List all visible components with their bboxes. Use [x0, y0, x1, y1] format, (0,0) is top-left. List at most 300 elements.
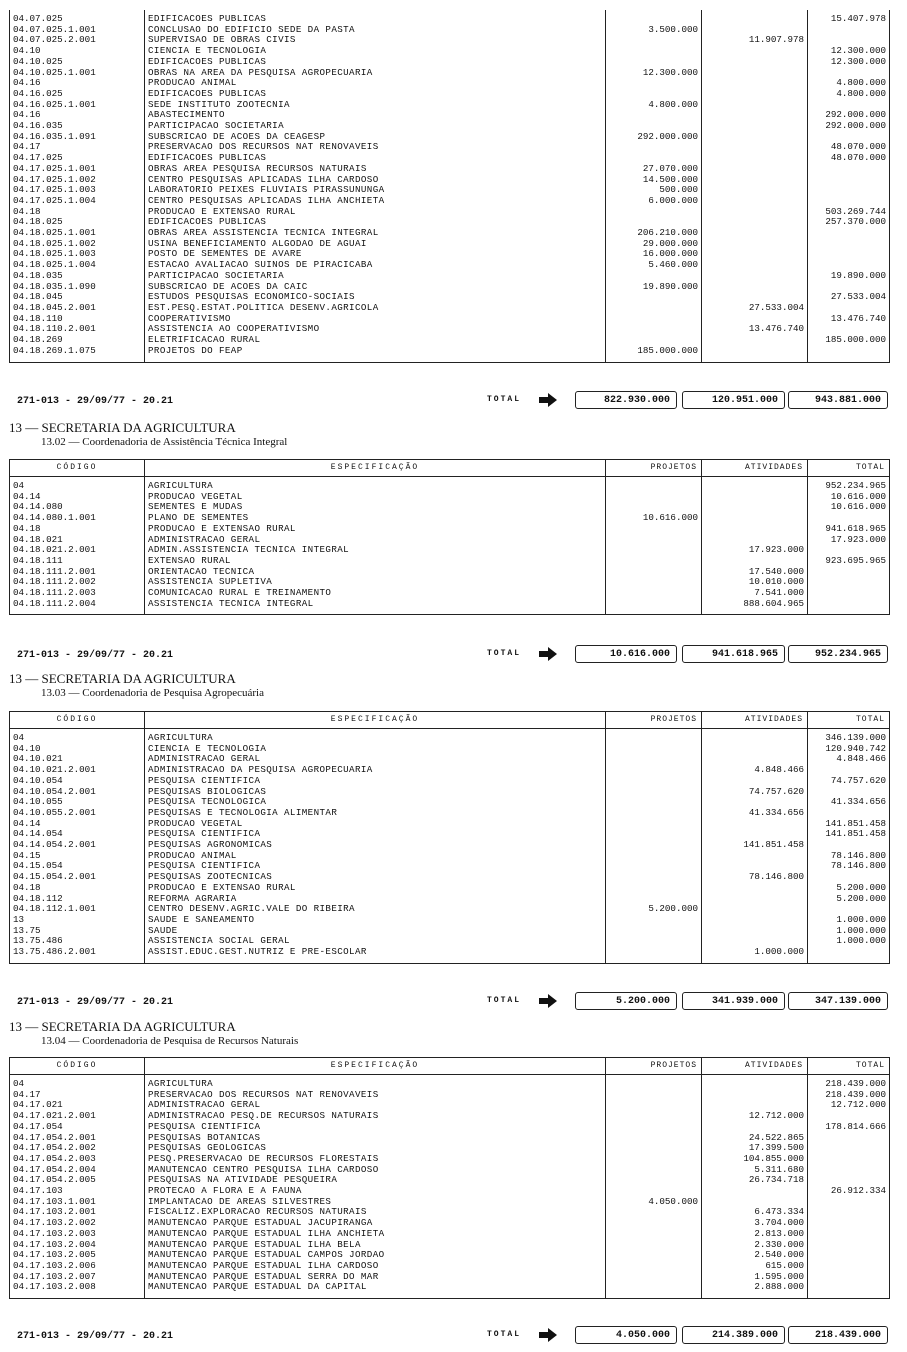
table-header-row	[10, 460, 890, 477]
cell-projetos	[606, 1207, 702, 1218]
cell-especificacao: LABORATORIO PEIXES FLUVIAIS PIRASSUNUNGA	[145, 185, 606, 196]
cell-codigo: 04.17.103.2.002	[10, 1218, 145, 1229]
cell-total	[808, 808, 890, 819]
cell-atividades	[702, 271, 808, 282]
table-row	[10, 1175, 890, 1186]
table-row	[10, 947, 890, 963]
cell-codigo: 13.75.486	[10, 936, 145, 947]
cell-codigo: 13	[10, 915, 145, 926]
cell-total: 4.800.000	[808, 78, 890, 89]
cell-total: 41.334.656	[808, 797, 890, 808]
cell-total	[808, 513, 890, 524]
section-subtitle: 13.03 — Coordenadoria de Pesquisa Agropecuária	[41, 687, 264, 699]
cell-total	[808, 1143, 890, 1154]
cell-codigo: 04.15.054.2.001	[10, 872, 145, 883]
cell-atividades	[702, 894, 808, 905]
cell-codigo: 04.17.025.1.003	[10, 185, 145, 196]
cell-especificacao: MANUTENCAO PARQUE ESTADUAL CAMPOS JORDAO	[145, 1250, 606, 1261]
cell-total	[808, 1175, 890, 1186]
cell-projetos	[606, 1100, 702, 1111]
cell-total: 141.851.458	[808, 829, 890, 840]
table-header-row	[10, 1058, 890, 1075]
section-subtitle: 13.02 — Coordenadoria de Assistência Técnica Integral	[41, 436, 288, 448]
cell-atividades	[702, 249, 808, 260]
total-atividades-box: 341.939.000	[682, 992, 785, 1010]
cell-total: 1.000.000	[808, 926, 890, 937]
col-header-total: TOTAL	[808, 460, 890, 477]
table-row	[10, 1122, 890, 1133]
cell-atividades	[702, 217, 808, 228]
cell-especificacao: ASSISTENCIA AO COOPERATIVISMO	[145, 324, 606, 335]
cell-projetos	[606, 303, 702, 314]
table-row	[10, 292, 890, 303]
cell-total	[808, 1272, 890, 1283]
cell-atividades: 888.604.965	[702, 599, 808, 615]
cell-especificacao: PRODUCAO ANIMAL	[145, 851, 606, 862]
table-row	[10, 25, 890, 36]
cell-especificacao: SUPERVISAO DE OBRAS CIVIS	[145, 35, 606, 46]
cell-atividades: 2.540.000	[702, 1250, 808, 1261]
col-header-projetos: PROJETOS	[606, 460, 702, 477]
cell-codigo: 04.10	[10, 46, 145, 57]
table-row	[10, 164, 890, 175]
cell-atividades: 17.540.000	[702, 567, 808, 578]
cell-codigo: 04.17.103.2.008	[10, 1282, 145, 1298]
cell-codigo: 04.10	[10, 744, 145, 755]
table-row	[10, 787, 890, 798]
cell-total: 218.439.000	[808, 1075, 890, 1090]
table-row	[10, 1133, 890, 1144]
cell-codigo: 13.75	[10, 926, 145, 937]
cell-codigo: 04.17.103.1.001	[10, 1197, 145, 1208]
cell-total	[808, 1207, 890, 1218]
cell-projetos	[606, 1261, 702, 1272]
cell-total	[808, 196, 890, 207]
cell-total	[808, 840, 890, 851]
cell-projetos	[606, 1186, 702, 1197]
cell-projetos	[606, 142, 702, 153]
cell-especificacao: ESTACAO AVALIACAO SUINOS DE PIRACICABA	[145, 260, 606, 271]
cell-atividades	[702, 502, 808, 513]
cell-atividades	[702, 797, 808, 808]
cell-especificacao: PESQUISA CIENTIFICA	[145, 829, 606, 840]
cell-codigo: 04.18.111.2.003	[10, 588, 145, 599]
table-row	[10, 567, 890, 578]
cell-atividades: 27.533.004	[702, 303, 808, 314]
budget-table-s3	[9, 711, 889, 964]
section-title: 13 — SECRETARIA DA AGRICULTURA	[9, 671, 236, 686]
table-row	[10, 1250, 890, 1261]
cell-codigo: 04.17.103.2.003	[10, 1229, 145, 1240]
cell-atividades: 11.907.978	[702, 35, 808, 46]
cell-codigo: 04.16.035	[10, 121, 145, 132]
cell-codigo: 04.18.021	[10, 535, 145, 546]
col-header-projetos: PROJETOS	[606, 1058, 702, 1075]
cell-atividades	[702, 228, 808, 239]
cell-especificacao: PLANO DE SEMENTES	[145, 513, 606, 524]
cell-projetos	[606, 599, 702, 615]
cell-codigo: 04.17.054	[10, 1122, 145, 1133]
cell-projetos	[606, 776, 702, 787]
cell-atividades: 13.476.740	[702, 324, 808, 335]
cell-total	[808, 1229, 890, 1240]
cell-total	[808, 947, 890, 963]
col-header-total: TOTAL	[808, 1058, 890, 1075]
cell-codigo: 04.07.025.1.001	[10, 25, 145, 36]
cell-projetos: 3.500.000	[606, 25, 702, 36]
cell-total: 5.200.000	[808, 894, 890, 905]
cell-codigo: 04.16.025.1.001	[10, 100, 145, 111]
cell-total: 1.000.000	[808, 915, 890, 926]
cell-projetos	[606, 883, 702, 894]
cell-codigo: 04.18.112	[10, 894, 145, 905]
cell-total	[808, 175, 890, 186]
cell-especificacao: MANUTENCAO PARQUE ESTADUAL ILHA CARDOSO	[145, 1261, 606, 1272]
cell-especificacao: ABASTECIMENTO	[145, 110, 606, 121]
cell-codigo: 13.75.486.2.001	[10, 947, 145, 963]
cell-atividades	[702, 153, 808, 164]
cell-projetos	[606, 1133, 702, 1144]
cell-codigo: 04.16.025	[10, 89, 145, 100]
table-footer-s2	[9, 645, 889, 667]
cell-atividades	[702, 492, 808, 503]
cell-total: 74.757.620	[808, 776, 890, 787]
cell-atividades	[702, 535, 808, 546]
section-title: 13 — SECRETARIA DA AGRICULTURA	[9, 1019, 236, 1034]
table-footer-s3	[9, 992, 889, 1014]
budget-table	[9, 1057, 890, 1299]
table-row	[10, 894, 890, 905]
table-row	[10, 577, 890, 588]
cell-codigo: 04.18.111.2.004	[10, 599, 145, 615]
cell-total: 346.139.000	[808, 729, 890, 744]
table-row	[10, 502, 890, 513]
cell-especificacao: CIENCIA E TECNOLOGIA	[145, 46, 606, 57]
cell-atividades	[702, 68, 808, 79]
cell-especificacao: AGRICULTURA	[145, 477, 606, 492]
cell-atividades	[702, 1186, 808, 1197]
table-row	[10, 46, 890, 57]
cell-projetos	[606, 10, 702, 25]
cell-especificacao: MANUTENCAO PARQUE ESTADUAL JACUPIRANGA	[145, 1218, 606, 1229]
cell-codigo: 04.16.035.1.091	[10, 132, 145, 143]
total-projetos-box: 10.616.000	[575, 645, 677, 663]
cell-atividades: 2.813.000	[702, 1229, 808, 1240]
cell-especificacao: PROJETOS DO FEAP	[145, 346, 606, 362]
cell-codigo: 04.17.054.2.002	[10, 1143, 145, 1154]
cell-especificacao: PESQUISAS GEOLOGICAS	[145, 1143, 606, 1154]
cell-especificacao: SUBSCRICAO DE ACOES DA CAIC	[145, 282, 606, 293]
cell-total	[808, 346, 890, 362]
col-header-atividades: ATIVIDADES	[702, 712, 808, 729]
table-row	[10, 883, 890, 894]
cell-codigo: 04.17.025	[10, 153, 145, 164]
cell-atividades: 3.704.000	[702, 1218, 808, 1229]
table-row	[10, 1261, 890, 1272]
cell-especificacao: ASSISTENCIA TECNICA INTEGRAL	[145, 599, 606, 615]
cell-codigo: 04	[10, 477, 145, 492]
table-row	[10, 1240, 890, 1251]
cell-codigo: 04.10.021	[10, 754, 145, 765]
cell-projetos: 12.300.000	[606, 68, 702, 79]
cell-total: 12.300.000	[808, 57, 890, 68]
table-row	[10, 35, 890, 46]
total-projetos-box: 5.200.000	[575, 992, 677, 1010]
cell-atividades	[702, 89, 808, 100]
cell-codigo: 04.18.269	[10, 335, 145, 346]
table-row	[10, 110, 890, 121]
table-row	[10, 808, 890, 819]
cell-total	[808, 260, 890, 271]
table-row	[10, 346, 890, 362]
cell-codigo: 04.10.055	[10, 797, 145, 808]
table-row	[10, 840, 890, 851]
cell-atividades: 1.000.000	[702, 947, 808, 963]
cell-codigo: 04.10.054.2.001	[10, 787, 145, 798]
cell-especificacao: EST.PESQ.ESTAT.POLITICA DESENV.AGRICOLA	[145, 303, 606, 314]
col-header-especificacao: ESPECIFICAÇÃO	[145, 1058, 606, 1075]
cell-projetos	[606, 1075, 702, 1090]
cell-atividades: 141.851.458	[702, 840, 808, 851]
cell-projetos	[606, 840, 702, 851]
cell-especificacao: PRESERVACAO DOS RECURSOS NAT RENOVAVEIS	[145, 1090, 606, 1101]
cell-atividades	[702, 207, 808, 218]
cell-codigo: 04.10.025	[10, 57, 145, 68]
total-label: TOTAL	[487, 649, 522, 658]
cell-total	[808, 25, 890, 36]
total-atividades-box: 214.389.000	[682, 1326, 785, 1344]
cell-atividades	[702, 1122, 808, 1133]
cell-total: 78.146.800	[808, 861, 890, 872]
cell-codigo: 04.17.025.1.004	[10, 196, 145, 207]
table-row	[10, 121, 890, 132]
cell-projetos	[606, 335, 702, 346]
cell-especificacao: ADMIN.ASSISTENCIA TECNICA INTEGRAL	[145, 545, 606, 556]
cell-especificacao: OBRAS NA AREA DA PESQUISA AGROPECUARIA	[145, 68, 606, 79]
table-row	[10, 303, 890, 314]
cell-total: 292.000.000	[808, 121, 890, 132]
cell-total: 10.616.000	[808, 492, 890, 503]
cell-total	[808, 282, 890, 293]
cell-total: 218.439.000	[808, 1090, 890, 1101]
cell-especificacao: OBRAS AREA PESQUISA RECURSOS NATURAIS	[145, 164, 606, 175]
table-row	[10, 797, 890, 808]
cell-especificacao: MANUTENCAO CENTRO PESQUISA ILHA CARDOSO	[145, 1165, 606, 1176]
table-row	[10, 754, 890, 765]
cell-total	[808, 239, 890, 250]
cell-atividades	[702, 239, 808, 250]
cell-especificacao: USINA BENEFICIAMENTO ALGODAO DE AGUAI	[145, 239, 606, 250]
cell-projetos	[606, 744, 702, 755]
cell-codigo: 04.15.054	[10, 861, 145, 872]
budget-table	[9, 10, 890, 363]
cell-projetos: 4.050.000	[606, 1197, 702, 1208]
cell-atividades	[702, 142, 808, 153]
cell-codigo: 04.18.025.1.004	[10, 260, 145, 271]
cell-total	[808, 303, 890, 314]
table-row	[10, 556, 890, 567]
cell-atividades	[702, 819, 808, 830]
cell-especificacao: PRODUCAO VEGETAL	[145, 819, 606, 830]
cell-especificacao: PESQ.PRESERVACAO DE RECURSOS FLORESTAIS	[145, 1154, 606, 1165]
cell-projetos	[606, 797, 702, 808]
cell-projetos: 27.070.000	[606, 164, 702, 175]
cell-codigo: 04.10.054	[10, 776, 145, 787]
cell-total: 12.300.000	[808, 46, 890, 57]
table-row	[10, 545, 890, 556]
cell-codigo: 04.17.054.2.004	[10, 1165, 145, 1176]
cell-projetos	[606, 1250, 702, 1261]
table-row	[10, 217, 890, 228]
cell-atividades	[702, 314, 808, 325]
cell-codigo: 04.17.103.2.007	[10, 1272, 145, 1283]
cell-especificacao: SAUDE E SANEAMENTO	[145, 915, 606, 926]
cell-total	[808, 1154, 890, 1165]
cell-codigo: 04.18.025.1.002	[10, 239, 145, 250]
cell-atividades: 615.000	[702, 1261, 808, 1272]
table-row	[10, 819, 890, 830]
cell-projetos	[606, 492, 702, 503]
total-projetos-box: 822.930.000	[575, 391, 677, 409]
table-row	[10, 1197, 890, 1208]
table-row	[10, 1229, 890, 1240]
cell-atividades	[702, 1075, 808, 1090]
cell-projetos	[606, 915, 702, 926]
section-heading-s2	[9, 420, 287, 449]
cell-total	[808, 68, 890, 79]
cell-projetos: 6.000.000	[606, 196, 702, 207]
cell-projetos: 5.460.000	[606, 260, 702, 271]
cell-especificacao: PRODUCAO E EXTENSAO RURAL	[145, 207, 606, 218]
cell-especificacao: PESQUISAS NA ATIVIDADE PESQUEIRA	[145, 1175, 606, 1186]
cell-total: 48.070.000	[808, 142, 890, 153]
cell-especificacao: CIENCIA E TECNOLOGIA	[145, 744, 606, 755]
table-row	[10, 1075, 890, 1090]
cell-especificacao: CENTRO PESQUISAS APLICADAS ILHA CARDOSO	[145, 175, 606, 186]
cell-atividades: 2.888.000	[702, 1282, 808, 1298]
cell-projetos	[606, 110, 702, 121]
cell-atividades: 26.734.718	[702, 1175, 808, 1186]
cell-codigo: 04.07.025	[10, 10, 145, 25]
cell-projetos	[606, 926, 702, 937]
cell-especificacao: EDIFICACOES PUBLICAS	[145, 153, 606, 164]
cell-especificacao: PESQUISA CIENTIFICA	[145, 776, 606, 787]
table-row	[10, 729, 890, 744]
cell-atividades	[702, 513, 808, 524]
cell-total: 923.695.965	[808, 556, 890, 567]
arrow-right-icon	[537, 1326, 559, 1344]
arrow-right-icon	[537, 645, 559, 663]
cell-projetos	[606, 1122, 702, 1133]
cell-total	[808, 100, 890, 111]
cell-codigo: 04.17.054.2.001	[10, 1133, 145, 1144]
cell-total	[808, 1250, 890, 1261]
cell-atividades	[702, 175, 808, 186]
cell-projetos: 206.210.000	[606, 228, 702, 239]
table-row	[10, 185, 890, 196]
cell-codigo: 04.17.054.2.005	[10, 1175, 145, 1186]
cell-total	[808, 577, 890, 588]
cell-atividades	[702, 292, 808, 303]
cell-codigo: 04.18.025	[10, 217, 145, 228]
cell-codigo: 04.18.111.2.002	[10, 577, 145, 588]
cell-total	[808, 765, 890, 776]
cell-atividades: 10.010.000	[702, 577, 808, 588]
cell-codigo: 04.17.103	[10, 1186, 145, 1197]
table-row	[10, 1111, 890, 1122]
table-row	[10, 599, 890, 615]
arrow-right-icon	[537, 992, 559, 1010]
cell-projetos	[606, 861, 702, 872]
cell-especificacao: ESTUDOS PESQUISAS ECONOMICO-SOCIAIS	[145, 292, 606, 303]
cell-projetos	[606, 502, 702, 513]
cell-atividades	[702, 346, 808, 362]
cell-codigo: 04	[10, 1075, 145, 1090]
cell-projetos	[606, 894, 702, 905]
table-row	[10, 861, 890, 872]
section-subtitle: 13.04 — Coordenadoria de Pesquisa de Recursos Naturais	[41, 1035, 299, 1047]
cell-especificacao: PRODUCAO E EXTENSAO RURAL	[145, 524, 606, 535]
cell-projetos: 500.000	[606, 185, 702, 196]
table-row	[10, 228, 890, 239]
cell-codigo: 04.17.021	[10, 1100, 145, 1111]
table-row	[10, 1100, 890, 1111]
cell-projetos	[606, 121, 702, 132]
cell-total: 12.712.000	[808, 1100, 890, 1111]
total-total-box: 952.234.965	[788, 645, 888, 663]
table-row	[10, 524, 890, 535]
cell-especificacao: COOPERATIVISMO	[145, 314, 606, 325]
cell-especificacao: POSTO DE SEMENTES DE AVARE	[145, 249, 606, 260]
table-row	[10, 588, 890, 599]
cell-codigo: 04.17.054.2.003	[10, 1154, 145, 1165]
table-row	[10, 142, 890, 153]
table-row	[10, 282, 890, 293]
print-reference: 271-013 - 29/09/77 - 20.21	[17, 997, 174, 1008]
cell-total	[808, 1282, 890, 1298]
cell-total	[808, 35, 890, 46]
cell-codigo: 04.18.111.2.001	[10, 567, 145, 578]
cell-total: 141.851.458	[808, 819, 890, 830]
cell-especificacao: PESQUISA CIENTIFICA	[145, 861, 606, 872]
cell-codigo: 04.18.035.1.090	[10, 282, 145, 293]
cell-codigo: 04.17.021.2.001	[10, 1111, 145, 1122]
print-reference: 271-013 - 29/09/77 - 20.21	[17, 396, 174, 407]
cell-codigo: 04.18.269.1.075	[10, 346, 145, 362]
cell-atividades	[702, 754, 808, 765]
cell-especificacao: ADMINISTRACAO GERAL	[145, 1100, 606, 1111]
total-total-box: 347.139.000	[788, 992, 888, 1010]
table-row	[10, 904, 890, 915]
cell-total: 941.618.965	[808, 524, 890, 535]
cell-projetos	[606, 808, 702, 819]
cell-codigo: 04.17.103.2.006	[10, 1261, 145, 1272]
table-row	[10, 175, 890, 186]
cell-atividades	[702, 78, 808, 89]
cell-projetos	[606, 324, 702, 335]
table-row	[10, 78, 890, 89]
cell-total: 292.000.000	[808, 110, 890, 121]
cell-atividades	[702, 282, 808, 293]
cell-projetos	[606, 1282, 702, 1298]
table-row	[10, 513, 890, 524]
table-row	[10, 477, 890, 492]
table-row	[10, 132, 890, 143]
cell-total	[808, 599, 890, 615]
cell-especificacao: PRESERVACAO DOS RECURSOS NAT RENOVAVEIS	[145, 142, 606, 153]
cell-atividades	[702, 776, 808, 787]
total-total-box: 218.439.000	[788, 1326, 888, 1344]
